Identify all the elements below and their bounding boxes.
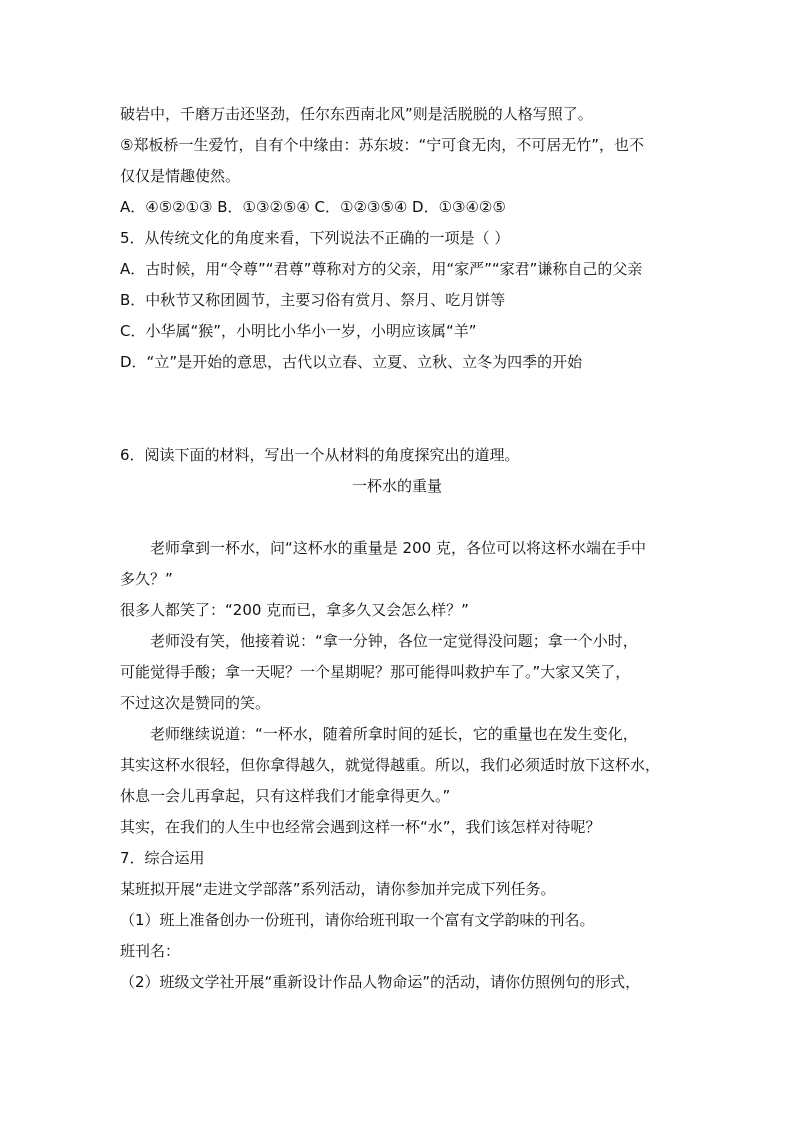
task-1-answer-label: 班刊名： <box>120 942 181 960</box>
passage-line-4: 老师没有笑，他接着说：“拿一分钟，各位一定觉得没问题；拿一个小时， <box>150 632 638 650</box>
task-1: （1）班上准备创办一份班刊，请你给班刊取一个富有文学韵味的刊名。 <box>120 911 595 929</box>
question-6-title: 6．阅读下面的材料，写出一个从材料的角度探究出的道理。 <box>120 446 520 464</box>
passage-line-7: 老师继续说道：“一杯水，随着所拿时间的延长，它的重量也在发生变化， <box>150 725 638 743</box>
passage-line-8: 其实这杯水很轻，但你拿得越久，就觉得越重。所以，我们必须适时放下这杯水， <box>120 756 661 774</box>
text-line-2: ⑤郑板桥一生爱竹，自有个中缘由：苏东坡：“宁可食无肉，不可居无竹”，也不 <box>120 136 644 154</box>
task-2: （2）班级文学社开展“重新设计作品人物命运”的活动，请你仿照例句的形式， <box>120 973 641 991</box>
passage-line-9: 休息一会儿再拿起，只有这样我们才能拿得更久。” <box>120 787 451 805</box>
passage-title: 一杯水的重量 <box>351 477 442 495</box>
q5-option-c: C．小华属“猴”，小明比小华小一岁，小明应该属“羊” <box>120 322 477 340</box>
option-line: A．④⑤②①③ B．①③②⑤④ C．①②③⑤④ D．①③④②⑤ <box>120 198 506 216</box>
passage-line-6: 不过这次是赞同的笑。 <box>120 694 271 712</box>
activity-intro: 某班拟开展“走进文学部落”系列活动，请你参加并完成下列任务。 <box>120 880 556 898</box>
passage-line-2: 多久？” <box>120 570 173 588</box>
passage-line-5: 可能觉得手酸；拿一天呢？一个星期呢？那可能得叫救护车了。”大家又笑了， <box>120 663 631 681</box>
text-line-1: 破岩中，千磨万击还坚劲，任尔东西南北风”则是活脱脱的人格写照了。 <box>120 105 593 123</box>
text-line-3: 仅仅是情趣使然。 <box>120 167 241 185</box>
q5-option-d: D．“立”是开始的意思，古代以立春、立夏、立秋、立冬为四季的开始 <box>120 353 583 371</box>
passage-question: 其实，在我们的人生中也经常会遇到这样一杯“水”，我们该怎样对待呢？ <box>120 818 601 836</box>
passage-line-1: 老师拿到一杯水，问“这杯水的重量是 200 克，各位可以将这杯水端在手中 <box>150 539 646 557</box>
passage-line-3: 很多人都笑了：“200 克而已，拿多久又会怎么样？” <box>120 601 469 619</box>
question-7-title: 7．综合运用 <box>120 849 205 867</box>
q5-option-a: A．古时候，用“令尊”“君尊”尊称对方的父亲，用“家严”“家君”谦称自己的父亲 <box>120 260 643 278</box>
question-5-title: 5．从传统文化的角度来看，下列说法不正确的一项是（ ） <box>120 229 510 247</box>
q5-option-b: B．中秋节又称团圆节，主要习俗有赏月、祭月、吃月饼等 <box>120 291 506 309</box>
